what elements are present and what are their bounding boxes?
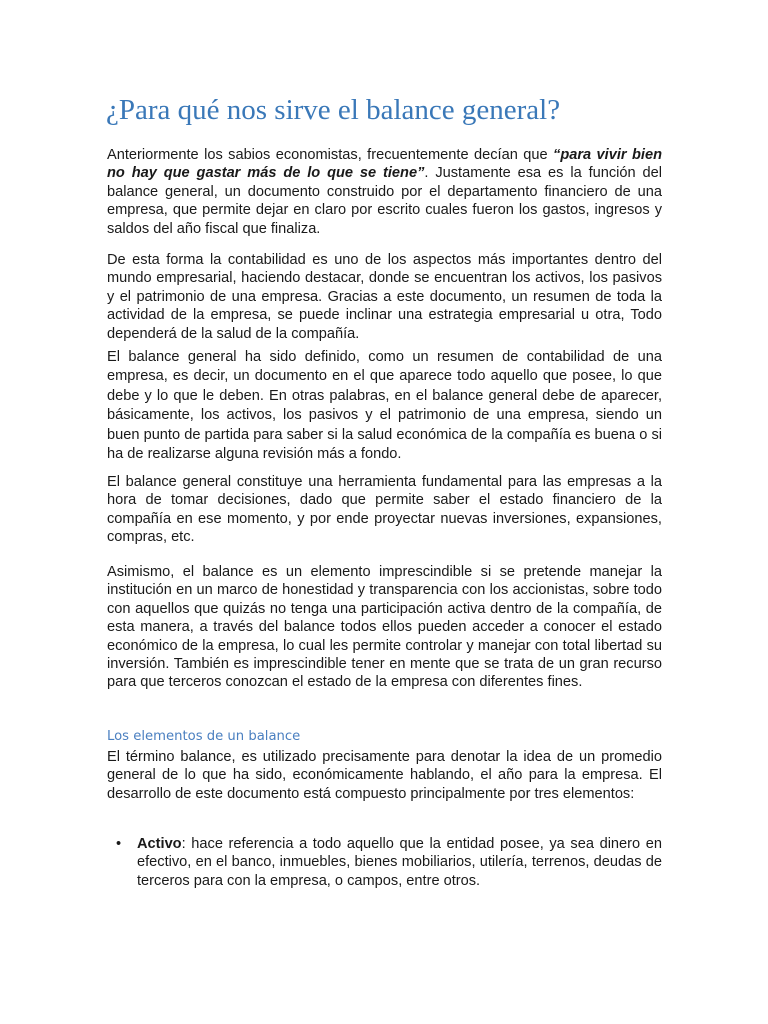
paragraph-contabilidad: De esta forma la contabilidad es uno de los aspectos más importantes dentro del mundo empresarial, haciendo destacar, donde se encuentran los activos, los pasivos y el patrimonio de una empresa. Gracias a este documento, un resumen de toda la actividad de la empresa, se puede inclinar una estrategia empresarial u otra, Todo dependerá de la salud de la compañía. <box>107 252 662 342</box>
bullet-icon: • <box>116 836 122 852</box>
paragraph-elementos: El término balance, es utilizado precisamente para denotar la idea de un promedio general de lo que ha sido, económicamente hablando, el año para la empresa. El desarrollo de este documento está compuesto principalmente por tres elementos: <box>107 749 662 802</box>
paragraph-transparencia: Asimismo, el balance es un elemento imprescindible si se pretende manejar la institución en un marco de honestidad y transparencia con los accionistas, sobre todo con aquellos que quizás no tenga una participación activa dentro de la compañía, de esta manera, a través del balance todos ellos pueden acceder a conocer el estado económico de la empresa, lo cual les permite controlar y manejar con total libertad su inversión. También es imprescindible tener en mente que se trata de un gran recurso para que terceros conozcan el estado de la empresa con diferentes fines. <box>107 564 662 691</box>
list-item <box>107 835 662 890</box>
paragraph-intro-start: Anteriormente los sabios economistas, frecuentemente decían que <box>107 147 554 163</box>
paragraph-intro <box>107 146 662 238</box>
section-heading: Los elementos de un balance <box>107 729 301 744</box>
elements-list <box>107 835 662 890</box>
paragraph-intro-end: . Justamente esa es la función del balance general, un documento construido por el departamento financiero de una empresa, que permite dejar en claro por escrito cuales fueron los gastos, ingresos y saldos del año fiscal que finaliza. <box>107 165 662 237</box>
paragraph-definicion: El balance general ha sido definido, como un resumen de contabilidad de una empresa, es decir, un documento en el que aparece todo aquello que posee, lo que debe y lo que le deben. En otras palabras, en el balance general debe de aparecer, básicamente, los activos, los pasivos y el patrimonio de una empresa, siendo un buen punto de partida para saber si la salud económica de la compañía es buena o si ha de realizarse alguna revisión más a fondo. <box>107 349 662 463</box>
page-title: ¿Para qué nos sirve el balance general? <box>106 94 561 126</box>
list-item-term: Activo <box>137 836 182 852</box>
quote-text: “para vivir bien no hay que gastar más de lo que se tiene” <box>107 147 663 182</box>
list-item-text: : hace referencia a todo aquello que la entidad posee, ya sea dinero en efectivo, en el banco, inmuebles, bienes mobiliarios, utilería, terrenos, deudas de terceros para con la empresa, o campos, entre otros. <box>137 836 662 889</box>
paragraph-herramienta: El balance general constituye una herramienta fundamental para las empresas a la hora de tomar decisiones, dado que permite saber el estado financiero de la compañía en ese momento, y por ende proyectar nuevas inversiones, expansiones, compras, etc. <box>107 474 662 546</box>
